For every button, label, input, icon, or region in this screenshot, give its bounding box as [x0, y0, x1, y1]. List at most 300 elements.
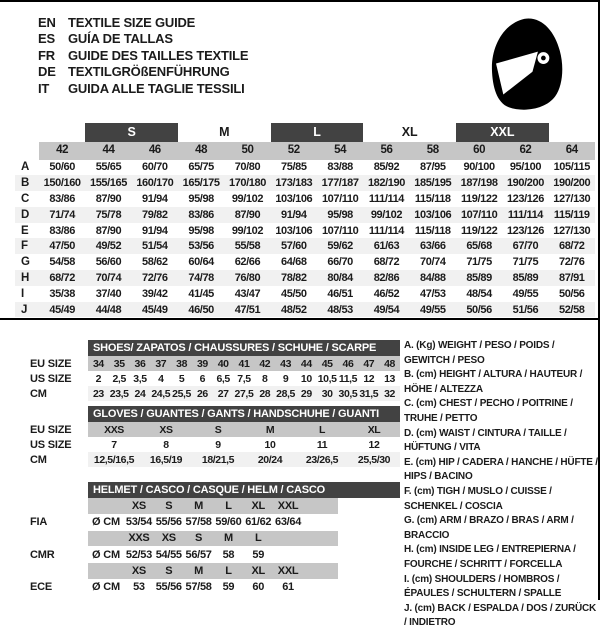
size-number: 60: [456, 142, 502, 160]
size-number: 52: [271, 142, 317, 160]
cell-value: 10: [300, 372, 312, 385]
measurement-value: 49/55: [512, 287, 539, 300]
measurement-row: [15, 238, 595, 254]
gloves-table-title: GLOVES / GUANTES / GANTS / HANDSCHUHE / GUANTI: [88, 406, 400, 422]
cell-value: 41: [238, 357, 250, 370]
measurement-value: 111/114: [368, 192, 405, 205]
cell-value: 40: [217, 357, 229, 370]
cell-value: 38: [176, 357, 188, 370]
size-label: XL: [251, 564, 265, 577]
size-label: L: [225, 564, 232, 577]
language-code: DE: [38, 64, 56, 80]
row-letter: F: [21, 240, 29, 253]
row-letter: G: [21, 256, 30, 269]
row-values: [88, 437, 400, 452]
measurement-value: 83/86: [49, 192, 75, 205]
row-values: [88, 563, 338, 579]
cell-value: 27: [217, 387, 229, 400]
cell-value: 47: [363, 357, 375, 370]
measurement-value: 105/115: [553, 161, 590, 174]
measurement-value: 52/58: [559, 303, 585, 316]
measurement-value: 64/68: [281, 256, 307, 269]
cell-value: 59: [252, 548, 265, 561]
measurement-value: 187/198: [460, 177, 498, 190]
cell-value: 3,5: [133, 372, 147, 385]
cell-value: 2: [95, 372, 102, 385]
gloves-row: [15, 437, 405, 452]
cell-value: 24,5: [151, 387, 171, 400]
measurement-value: 119/122: [460, 192, 498, 205]
row-letter: D: [21, 208, 30, 221]
row-letter: E: [21, 224, 29, 237]
measurement-row: [15, 254, 595, 270]
legend-item: J. (cm) BACK / ESPALDA / DOS / ZURÜCK / INDIETRO: [404, 602, 597, 629]
size-label: XXL: [277, 499, 299, 512]
guide-title: GUÍA DE TALLAS: [68, 31, 173, 47]
measurement-value: 70/74: [95, 271, 122, 284]
row-letter: H: [21, 271, 30, 284]
cell-value: 61/62: [245, 516, 272, 528]
helmet-table-title: HELMET / CASCO / CASQUE / HELM / CASCO: [88, 482, 400, 498]
language-code: FR: [38, 47, 55, 63]
measurement-value: 75/85: [281, 161, 307, 174]
measurement-value: 90/100: [463, 161, 495, 174]
gloves-row: [15, 422, 405, 437]
cell-value: 29: [300, 387, 312, 400]
guide-title: TEXTILGRÖßENFÜHRUNG: [68, 64, 230, 80]
cell-value: 12: [363, 372, 375, 385]
cell-value: 53: [133, 581, 145, 593]
size-label: L: [255, 532, 262, 545]
cell-value: 39: [196, 357, 208, 370]
measurement-value: 60/64: [188, 256, 214, 269]
legend-item: G. (cm) ARM / BRAZO / BRAS / ARM / BRACCIO: [404, 515, 574, 541]
measurement-value: 160/170: [136, 177, 174, 190]
measurement-value: 47/50: [49, 240, 75, 253]
measurement-value: 47/51: [234, 303, 261, 316]
legend-item: F. (cm) TIGH / MUSLO / CUISSE / SCHENKEL / COSCIA: [404, 485, 552, 512]
cell-value: 13: [384, 372, 395, 385]
row-values: [88, 579, 338, 596]
cell-value: 26: [196, 387, 208, 400]
helmet-size-label-row: [15, 531, 405, 547]
shoes-row: [15, 371, 405, 386]
size-group-m: M: [219, 125, 230, 139]
cell-value: XS: [159, 423, 173, 436]
helmet-standard-row: [15, 546, 405, 563]
measurement-value: 91/94: [142, 192, 168, 205]
row-label: CM: [30, 453, 47, 466]
language-row: [38, 64, 248, 80]
measurement-value: 54/58: [49, 256, 75, 269]
language-row: [38, 15, 248, 31]
row-label: US SIZE: [30, 372, 72, 385]
measurement-value: 46/51: [327, 287, 353, 300]
size-number: 50: [224, 142, 270, 160]
cell-value: 53/54: [125, 516, 152, 528]
measurement-value: 51/54: [142, 240, 168, 253]
measurement-row: [15, 270, 595, 286]
unit-label: Ø CM: [92, 516, 120, 528]
size-number: 44: [85, 142, 131, 160]
standard-label: ECE: [30, 581, 53, 593]
gloves-size-table: [15, 406, 405, 467]
measurement-value: 170/180: [228, 177, 266, 190]
cell-value: L: [318, 423, 325, 436]
cell-value: M: [265, 423, 275, 436]
measurement-value: 115/119: [553, 208, 590, 221]
measurement-value: 45/49: [49, 303, 75, 316]
measurement-value: 74/78: [188, 271, 214, 284]
cell-value: 42: [259, 357, 271, 370]
measurement-value: 99/102: [370, 208, 403, 221]
measurement-value: 48/53: [327, 303, 353, 316]
measurement-value: 76/80: [234, 271, 261, 284]
measurement-value: 51/56: [512, 303, 539, 316]
size-label: XS: [161, 532, 176, 545]
row-values: [88, 356, 400, 371]
cell-value: 60: [252, 581, 265, 593]
cell-value: 23/26,5: [305, 453, 339, 466]
cell-value: 2,5: [112, 372, 126, 385]
cell-value: 23: [92, 387, 104, 400]
size-label: M: [223, 532, 233, 545]
measurement-value: 49/52: [95, 240, 122, 253]
measurement-value: 85/89: [512, 271, 539, 284]
measurement-value: 84/88: [420, 271, 446, 284]
cell-value: 24: [134, 387, 146, 400]
measurement-value: 103/106: [275, 192, 313, 205]
measurement-value: 95/100: [509, 161, 542, 174]
size-number: 48: [178, 142, 224, 160]
shoes-row: [15, 386, 405, 401]
measurement-value: 165/175: [182, 177, 220, 190]
language-code: IT: [38, 80, 50, 96]
size-label: M: [194, 499, 203, 512]
row-values: [88, 514, 338, 531]
measurement-value: 155/165: [90, 177, 127, 190]
row-letter: C: [21, 192, 30, 205]
language-row: [38, 31, 248, 47]
shoes-row: [15, 356, 405, 371]
measurement-row: [15, 207, 595, 223]
cell-value: 20/24: [257, 453, 283, 466]
cell-value: 32: [384, 387, 395, 400]
cell-value: 9: [282, 372, 289, 385]
measurement-value: 87/91: [559, 271, 585, 284]
cell-value: 4: [158, 372, 164, 385]
measurement-row: [15, 286, 595, 302]
legend-item: I. (cm) SHOULDERS / HOMBROS / ÉPAULES / SCHULTERN / SPALLE: [404, 573, 562, 600]
measurement-value: 48/54: [466, 287, 492, 300]
measurement-value: 49/55: [420, 303, 446, 316]
size-group-header-row: [15, 123, 595, 142]
unit-label: Ø CM: [92, 581, 120, 593]
measurement-value: 70/80: [234, 161, 261, 174]
measurement-legend: [404, 339, 598, 631]
cell-value: 12,5/16,5: [93, 453, 135, 466]
cell-value: 7: [111, 438, 117, 451]
size-number: 42: [39, 142, 85, 160]
row-label: EU SIZE: [30, 423, 72, 436]
measurement-value: 71/75: [512, 256, 539, 269]
guide-title: GUIDA ALLE TAGLIE TESSILI: [68, 80, 245, 96]
measurement-value: 59/62: [327, 240, 353, 253]
language-row: [38, 81, 248, 97]
cell-value: 34: [92, 357, 104, 370]
row-values: [88, 371, 400, 386]
size-number: 64: [549, 142, 595, 160]
cell-value: S: [214, 423, 222, 436]
cell-value: 61: [282, 581, 294, 593]
measurement-value: 43/47: [234, 287, 261, 300]
size-label: XXS: [128, 532, 150, 545]
measurement-value: 111/114: [507, 208, 544, 221]
measurement-value: 45/50: [281, 287, 307, 300]
measurement-value: 68/72: [49, 271, 75, 284]
cell-value: 5: [178, 372, 185, 385]
measurement-value: 50/56: [466, 303, 492, 316]
measurement-value: 66/70: [327, 256, 353, 269]
helmet-size-label-row: [15, 498, 405, 514]
gloves-row: [15, 452, 405, 467]
measurement-value: 83/88: [327, 161, 353, 174]
language-code: ES: [38, 31, 55, 47]
guide-title: TEXTILE SIZE GUIDE: [68, 15, 196, 30]
row-letter: B: [21, 177, 30, 190]
size-number-row: [15, 142, 595, 160]
cell-value: 27,5: [234, 387, 254, 400]
size-number: 58: [410, 142, 456, 160]
measurement-value: 68/72: [559, 240, 585, 253]
cell-value: 30,5: [338, 387, 358, 400]
size-label: S: [165, 499, 173, 512]
measurement-value: 45/49: [142, 303, 168, 316]
legend-item: A. (Kg) WEIGHT / PESO / POIDS / GEWITCH / PESO: [404, 340, 555, 366]
measurement-value: 115/118: [414, 224, 451, 237]
cell-value: 36: [134, 357, 146, 370]
measurement-value: 87/90: [95, 192, 122, 205]
measurement-value: 46/52: [373, 287, 400, 300]
measurement-value: 68/72: [373, 256, 400, 269]
row-values: [88, 546, 338, 563]
measurement-value: 44/48: [95, 303, 122, 316]
measurement-row: [15, 191, 595, 207]
measurement-value: 75/78: [95, 208, 122, 221]
measurement-value: 182/190: [367, 177, 405, 190]
standard-label: CMR: [30, 548, 55, 561]
helmet-size-label-row: [15, 563, 405, 579]
measurement-value: 72/76: [559, 256, 585, 269]
row-letter: J: [21, 303, 28, 316]
cell-value: 25,5/30: [357, 453, 391, 466]
measurement-row: [15, 302, 595, 318]
guide-title: GUIDE DES TAILLES TEXTILE: [68, 47, 249, 63]
measurement-value: 61/63: [373, 240, 400, 253]
helmet-standard-row: [15, 514, 405, 531]
measurement-value: 123/126: [506, 192, 544, 205]
size-group-l: L: [271, 123, 364, 142]
cell-value: 10: [264, 438, 276, 451]
cell-value: 6: [199, 372, 206, 385]
measurement-value: 63/66: [420, 240, 446, 253]
cell-value: 6,5: [216, 372, 230, 385]
shoes-size-table: [15, 340, 405, 401]
measurement-value: 91/94: [142, 224, 168, 237]
measurement-value: 57/60: [281, 240, 307, 253]
measurement-value: 91/94: [281, 208, 307, 221]
cell-value: XL: [367, 423, 381, 436]
measurement-value: 103/106: [275, 224, 313, 237]
measurement-value: 65/68: [466, 240, 492, 253]
measurement-value: 37/40: [95, 287, 122, 300]
cell-value: 30: [321, 387, 333, 400]
cell-value: 31,5: [359, 387, 379, 400]
helmet-size-table: [15, 482, 405, 596]
measurement-value: 83/86: [49, 224, 75, 237]
cell-value: 16,5/19: [149, 453, 183, 466]
measurement-value: 53/56: [188, 240, 214, 253]
measurement-value: 190/200: [506, 177, 544, 190]
measurement-value: 119/122: [460, 224, 498, 237]
measurement-value: 67/70: [512, 240, 539, 253]
cell-value: 52/53: [125, 548, 152, 561]
size-group-s: S: [85, 123, 178, 142]
helmet-standard-row: [15, 579, 405, 596]
legend-item: H. (cm) INSIDE LEG / ENTREPIERNA / FOURCHE / SCHRITT / FORCELLA: [404, 544, 576, 570]
size-number: 54: [317, 142, 363, 160]
row-label: CM: [30, 387, 47, 400]
size-label: S: [195, 532, 203, 545]
measurement-value: 48/52: [281, 303, 307, 316]
size-label: S: [165, 564, 173, 577]
measurement-value: 46/50: [188, 303, 214, 316]
textile-size-table: [15, 123, 595, 317]
measurement-value: 127/130: [553, 224, 591, 237]
measurement-value: 55/65: [95, 161, 122, 174]
size-label: XXL: [277, 564, 299, 577]
measurement-value: 190/200: [553, 177, 591, 190]
measurement-value: 58/62: [142, 256, 168, 269]
measurement-value: 85/89: [466, 271, 492, 284]
size-label: L: [225, 499, 232, 512]
measurement-value: 71/74: [49, 208, 75, 221]
row-label: US SIZE: [30, 438, 72, 451]
measurement-value: 50/56: [559, 287, 585, 300]
legend-item: E. (cm) HIP / CADERA / HANCHE / HÜFTE / HIPS / BACINO: [404, 456, 598, 483]
unit-label: Ø CM: [92, 548, 120, 561]
cell-value: 28,5: [276, 387, 295, 400]
cell-value: 12: [368, 438, 380, 451]
measurement-value: 47/53: [420, 287, 446, 300]
row-label: EU SIZE: [30, 357, 72, 370]
standard-label: FIA: [30, 516, 48, 528]
cell-value: 7,5: [237, 372, 251, 385]
measurement-row: [15, 175, 595, 191]
measurement-value: 55/58: [234, 240, 261, 253]
cell-value: 11,5: [338, 372, 358, 385]
size-group-xl: XL: [401, 125, 418, 139]
section-divider: [0, 318, 600, 320]
shoes-table-title: SHOES/ ZAPATOS / CHAUSSURES / SCHUHE / SCARPE: [88, 340, 400, 356]
cell-value: 55/56: [155, 581, 182, 593]
size-number: 56: [363, 142, 409, 160]
cell-value: 28: [259, 387, 271, 400]
size-number: 62: [502, 142, 548, 160]
measurement-value: 173/183: [275, 177, 313, 190]
cell-value: 35: [113, 357, 125, 370]
shoes-table-body: [15, 356, 405, 401]
language-title-list: [38, 15, 248, 97]
cell-value: 54/55: [155, 548, 182, 561]
row-values: [88, 422, 400, 437]
legend-item: D. (cm) WAIST / CINTURA / TAILLE / HÜFTUNG / VITA: [404, 427, 567, 454]
cell-value: 57/58: [185, 581, 212, 593]
measurement-value: 80/84: [327, 271, 353, 284]
measurement-value: 50/60: [49, 161, 75, 174]
measurement-value: 60/70: [142, 161, 168, 174]
measurement-value: 107/110: [321, 192, 359, 205]
size-number: 46: [132, 142, 178, 160]
measurement-value: 177/187: [321, 177, 359, 190]
measurement-value: 107/110: [460, 208, 498, 221]
measurement-value: 35/38: [49, 287, 75, 300]
measurement-value: 85/92: [373, 161, 400, 174]
measurement-value: 87/90: [234, 208, 261, 221]
measurement-value: 79/82: [142, 208, 168, 221]
cell-value: 63/64: [275, 516, 302, 528]
cell-value: 45: [321, 357, 333, 370]
measurement-value: 56/60: [95, 256, 122, 269]
racing-helmet-icon: [486, 16, 568, 111]
language-row: [38, 48, 248, 64]
cell-value: 37: [155, 357, 167, 370]
measurement-value: 127/130: [553, 192, 591, 205]
row-values: [88, 498, 338, 514]
cell-value: 59/60: [215, 516, 242, 528]
measurement-value: 71/75: [466, 256, 492, 269]
measurement-value: 78/82: [281, 271, 307, 284]
cell-value: 8: [163, 438, 169, 451]
measurement-value: 103/106: [414, 208, 452, 221]
size-label: XS: [131, 499, 146, 512]
cell-value: 46: [342, 357, 354, 370]
measurement-value: 95/98: [188, 192, 214, 205]
measurement-value: 95/98: [327, 208, 353, 221]
cell-value: 55/56: [155, 516, 182, 528]
measurement-value: 62/66: [234, 256, 261, 269]
measurement-value: 99/102: [231, 192, 264, 205]
row-values: [88, 452, 400, 467]
size-label: XS: [131, 564, 146, 577]
row-letter: A: [21, 161, 30, 174]
measurement-value: 115/118: [414, 192, 451, 205]
row-values: [88, 386, 400, 401]
cell-value: 44: [300, 357, 312, 370]
measurement-value: 49/54: [373, 303, 400, 316]
measurement-value: 82/86: [373, 271, 400, 284]
measurement-value: 39/42: [142, 287, 168, 300]
measurement-value: 107/110: [321, 224, 359, 237]
cell-value: 43: [280, 357, 292, 370]
gloves-table-body: [15, 422, 405, 467]
measurement-value: 87/95: [420, 161, 446, 174]
measurement-value: 150/160: [43, 177, 81, 190]
measurement-row: [15, 160, 595, 176]
cell-value: 48: [384, 357, 395, 370]
measurement-value: 83/86: [188, 208, 214, 221]
language-code: EN: [38, 15, 56, 30]
